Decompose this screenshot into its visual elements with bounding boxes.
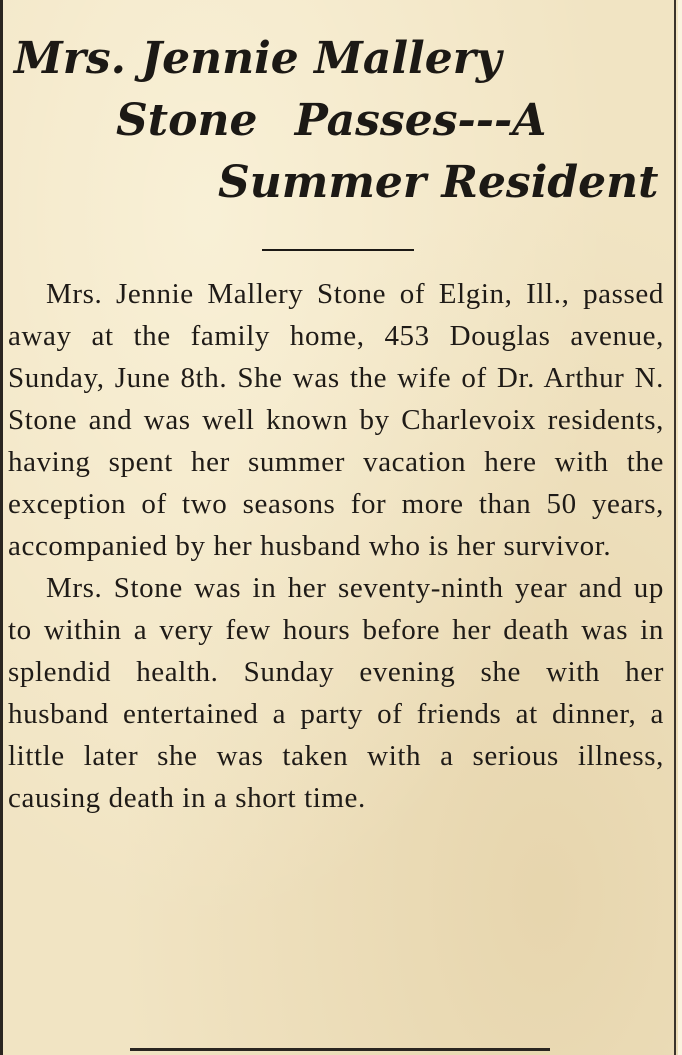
headline-line-3: Summer Resident: [218, 157, 659, 208]
bottom-divider: [130, 1048, 550, 1051]
article-paragraph-2: Mrs. Stone was in her seventy-ninth year and up to within a very few hours before her death was in splendid health. Sunday evening she with her husband entertained a party of friends at dinner, a little later she was taken with a serious illness, causing death in a short time.: [8, 572, 664, 814]
article-body: [8, 273, 664, 819]
headline-line-1: Mrs. Jennie Mallery: [14, 33, 502, 84]
headline-divider: [262, 249, 414, 251]
article-paragraph-1: Mrs. Jennie Mallery Stone of Elgin, Ill., passed away at the family home, 453 Douglas avenue, Sunday, June 8th. She was the wife of Dr. Arthur N. Stone and was well known by Charlevoix residents, having spent her summer vacation here with the exception of two seasons for more than 50 years, accompanied by her husband who is her survivor.: [8, 278, 664, 562]
headline-line-2: Stone Passes---A: [116, 95, 547, 146]
headline: [0, 28, 682, 214]
